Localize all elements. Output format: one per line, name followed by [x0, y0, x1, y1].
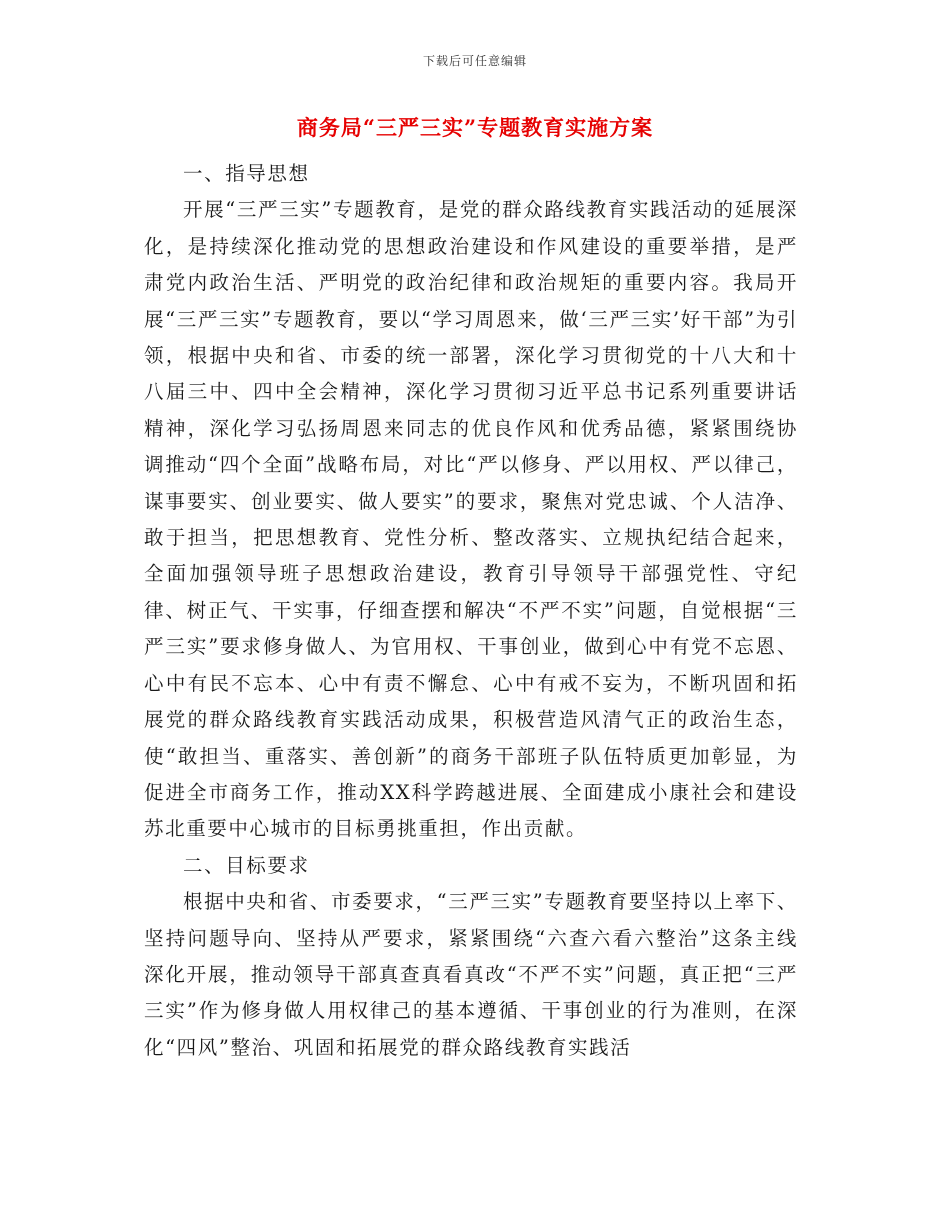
section-heading-guiding-thought: 一、指导思想: [183, 162, 310, 185]
header-note: 下载后可任意编辑: [422, 54, 527, 68]
section-heading-goals: 二、目标要求: [183, 853, 310, 877]
section-paragraph-guiding-thought: 开展“三严三实”专题教育，是党的群众路线教育实践活动的延展深化，是持续深化推动党的思想政治建设和作风建设的重要举措，是严肃党内政治生活、严明党的政治纪律和政治规矩的重要内容。我局开展“三严三实”专题教育，要以“学习周恩来，做‘三严三实’好干部”为引领，根据中央和省、市委的统一部署，深化学习贯彻党的十八大和十八届三中、四中全会精神，深化学习贯彻习近平总书记系列重要讲话精神，深化学习弘扬周恩来同志的优良作风和优秀品德，紧紧围绕协调推动“四个全面”战略布局，对比“严以修身、严以用权、严以律己，谋事要实、创业要实、做人要实”的要求，聚焦对党忠诚、个人洁净、敢于担当，把思想教育、党性分析、整改落实、立规执纪结合起来，全面加强领导班子思想政治建设，教育引导领导干部强党性、守纪律、树正气、干实事，仔细查摆和解决“不严不实”问题，自觉根据“三严三实”要求修身做人、为官用权、干事创业，做到心中有党不忘恩、心中有民不忘本、心中有责不懈怠、心中有戒不妄为，不断巩固和拓展党的群众路线教育实践活动成果，积极营造风清气正的政治生态，使“敢担当、重落实、善创新”的商务干部班子队伍特质更加彰显，为促进全市商务工作，推动XX科学跨越进展、全面建成小康社会和建设苏北重要中心城市的目标勇挑重担，作出贡献。: [144, 198, 798, 841]
document-body: [144, 156, 798, 1066]
section-paragraph-goals: 根据中央和省、市委要求，“三严三实”专题教育要坚持以上率下、坚持问题导向、坚持从严要求，紧紧围绕“六查六看六整治”这条主线深化开展，推动领导干部真查真看真改“不严不实”问题，真正把“三严三实”作为修身做人用权律己的基本遵循、干事创业的行为准则，在深化“四风”整治、巩固和拓展党的群众路线教育实践活: [144, 890, 798, 1059]
document-title: 商务局“三严三实”专题教育实施方案: [296, 115, 654, 140]
